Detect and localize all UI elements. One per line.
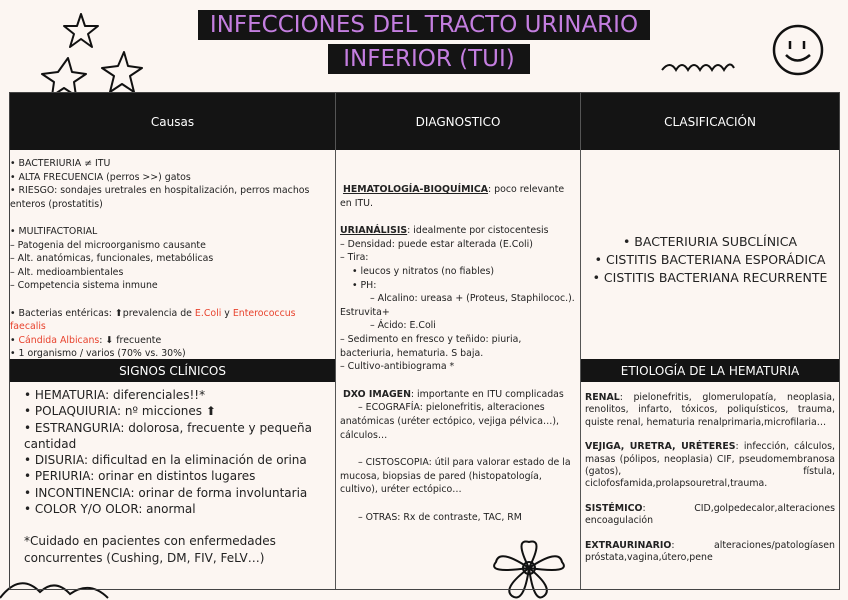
signos-note: *Cuidado en pacientes con enfermedades concurrentes (Cushing, DM, FIV, FeLV…) (24, 534, 276, 565)
causas-line: – Patogenia del microorganismo causante (10, 239, 206, 251)
diag-line: – Cultivo-antibiograma * (340, 361, 455, 373)
arrow-up-icon: ⬆ (205, 404, 216, 419)
diag-line: – Sedimento en fresco y teñido: piuria, bacteriuria, hematuria. S baja. (340, 333, 522, 359)
header-etiologia: ETIOLOGÍA DE LA HEMATURIA (581, 359, 839, 382)
diag-line: – CISTOSCOPIA: útil para valorar estado de la mucosa, biopsias de pared (histopatología, cultivo), uréter ectópico… (340, 457, 571, 496)
header-signos: SIGNOS CLÍNICOS (10, 359, 335, 382)
signo-item: • INCONTINENCIA: orinar de forma involuntaria (24, 485, 308, 500)
diag-line: – Densidad: puede estar alterada (E.Coli) (340, 238, 533, 250)
squiggle-line-icon (660, 58, 736, 74)
header-diagnostico: DIAGNOSTICO (336, 93, 580, 150)
diagnostico-section (340, 183, 576, 524)
signo-item: • DISURIA: dificultad en la eliminación de orina (24, 453, 307, 468)
diag-line: – Ácido: E.Coli (370, 320, 436, 332)
signo-item: • HEMATURIA: diferenciales!!* (24, 388, 206, 402)
causas-line: • Bacterias entéricas: ⬆prevalencia de E.Coli y Enterococcus faecalis (10, 307, 296, 333)
causas-line: – Alt. anatómicas, funcionales, metabólicas (10, 253, 214, 265)
header-causas: Causas (10, 93, 335, 150)
signo-item: • POLAQUIURIA: nº micciones ⬆ (24, 404, 216, 419)
etiologia-item: VEJIGA, URETRA, URÉTERES: infección, cálculos, masas (pólipos, neoplasia) CIF, pseudomembranosa (gatos), fístula, ciclofosfamida,prolapsouretral,trauma. (585, 441, 835, 490)
clasificacion-section (581, 233, 839, 287)
smiley-face-icon (770, 22, 826, 78)
diag-line: – OTRAS: Rx de contraste, TAC, RM (358, 511, 522, 523)
causas-line: – Competencia sistema inmune (10, 280, 158, 292)
clasificacion-item: • CISTITIS BACTERIANA ESPORÁDICA (594, 252, 826, 267)
stars-doodle-icon (28, 10, 158, 96)
column-divider (580, 93, 581, 589)
diag-line: DXO IMAGEN: importante en ITU complicadas (342, 388, 564, 400)
signo-item: • ESTRANGURIA: dolorosa, frecuente y pequeña cantidad (24, 420, 313, 451)
causas-line: • 1 organismo / varios (70% vs. 30%) (10, 348, 186, 360)
page-title-line-1: INFECCIONES DEL TRACTO URINARIO (198, 10, 650, 40)
clasificacion-item: • CISTITIS BACTERIANA RECURRENTE (592, 270, 828, 285)
diag-line: – ECOGRAFÍA: pielonefritis, alteraciones anatómicas (uréter ectópico, vejiga pélvica…), cálculos… (340, 402, 559, 441)
diag-line: • PH: (352, 279, 377, 291)
causas-line: – Alt. medioambientales (10, 266, 124, 278)
diag-line: – Tira: (340, 252, 369, 264)
etiologia-section (585, 392, 835, 564)
etiologia-item: SISTÉMICO: CID,golpedecalor,alteraciones encoagulación (585, 502, 835, 527)
etiologia-item: EXTRAURINARIO: alteraciones/patologíasen próstata,vagina,útero,pene (585, 539, 835, 564)
causas-section (10, 157, 332, 361)
signo-item: • COLOR Y/O OLOR: anormal (24, 502, 196, 517)
clasificacion-item: • BACTERIURIA SUBCLÍNICA (622, 234, 798, 249)
column-divider (335, 93, 336, 589)
causas-line: • Cándida Albicans: ⬇ frecuente (10, 334, 162, 346)
page-title-line-2: INFERIOR (TUI) (328, 44, 530, 74)
arrow-down-icon: ⬇ (105, 334, 114, 346)
etiologia-item: RENAL: pielonefritis, glomerulopatía, neoplasia, renolitos, infarto, tóxicos, poliquísticos, trauma, quiste renal, hematuria renalprimaria,microfilaria… (585, 392, 835, 428)
causas-line: • RIESGO: sondajes uretrales en hospitalización, perros machos enteros (prostatitis) (10, 185, 310, 210)
signo-item: • PERIURIA: orinar en distintos lugares (24, 469, 256, 484)
diag-line: – Alcalino: ureasa + (Proteus, Staphilococ.). Estruvita+ (340, 293, 575, 318)
diag-line: URIANÁLISIS: idealmente por cistocentesis (340, 225, 549, 237)
causas-line: • ALTA FRECUENCIA (perros >>) gatos (10, 171, 191, 183)
arrow-up-icon: ⬆ (114, 307, 123, 319)
info-table (9, 92, 840, 590)
diag-line: HEMATOLOGÍA-BIOQUÍMICA: poco relevante en ITU. (340, 184, 565, 209)
header-clasificacion: CLASIFICACIÓN (581, 93, 839, 150)
diag-line: • leucos y nitratos (no fiables) (352, 265, 495, 277)
causas-line: • MULTIFACTORIAL (10, 225, 98, 237)
causas-line: • BACTERIURIA ≠ ITU (10, 158, 111, 169)
signos-section (24, 387, 324, 566)
